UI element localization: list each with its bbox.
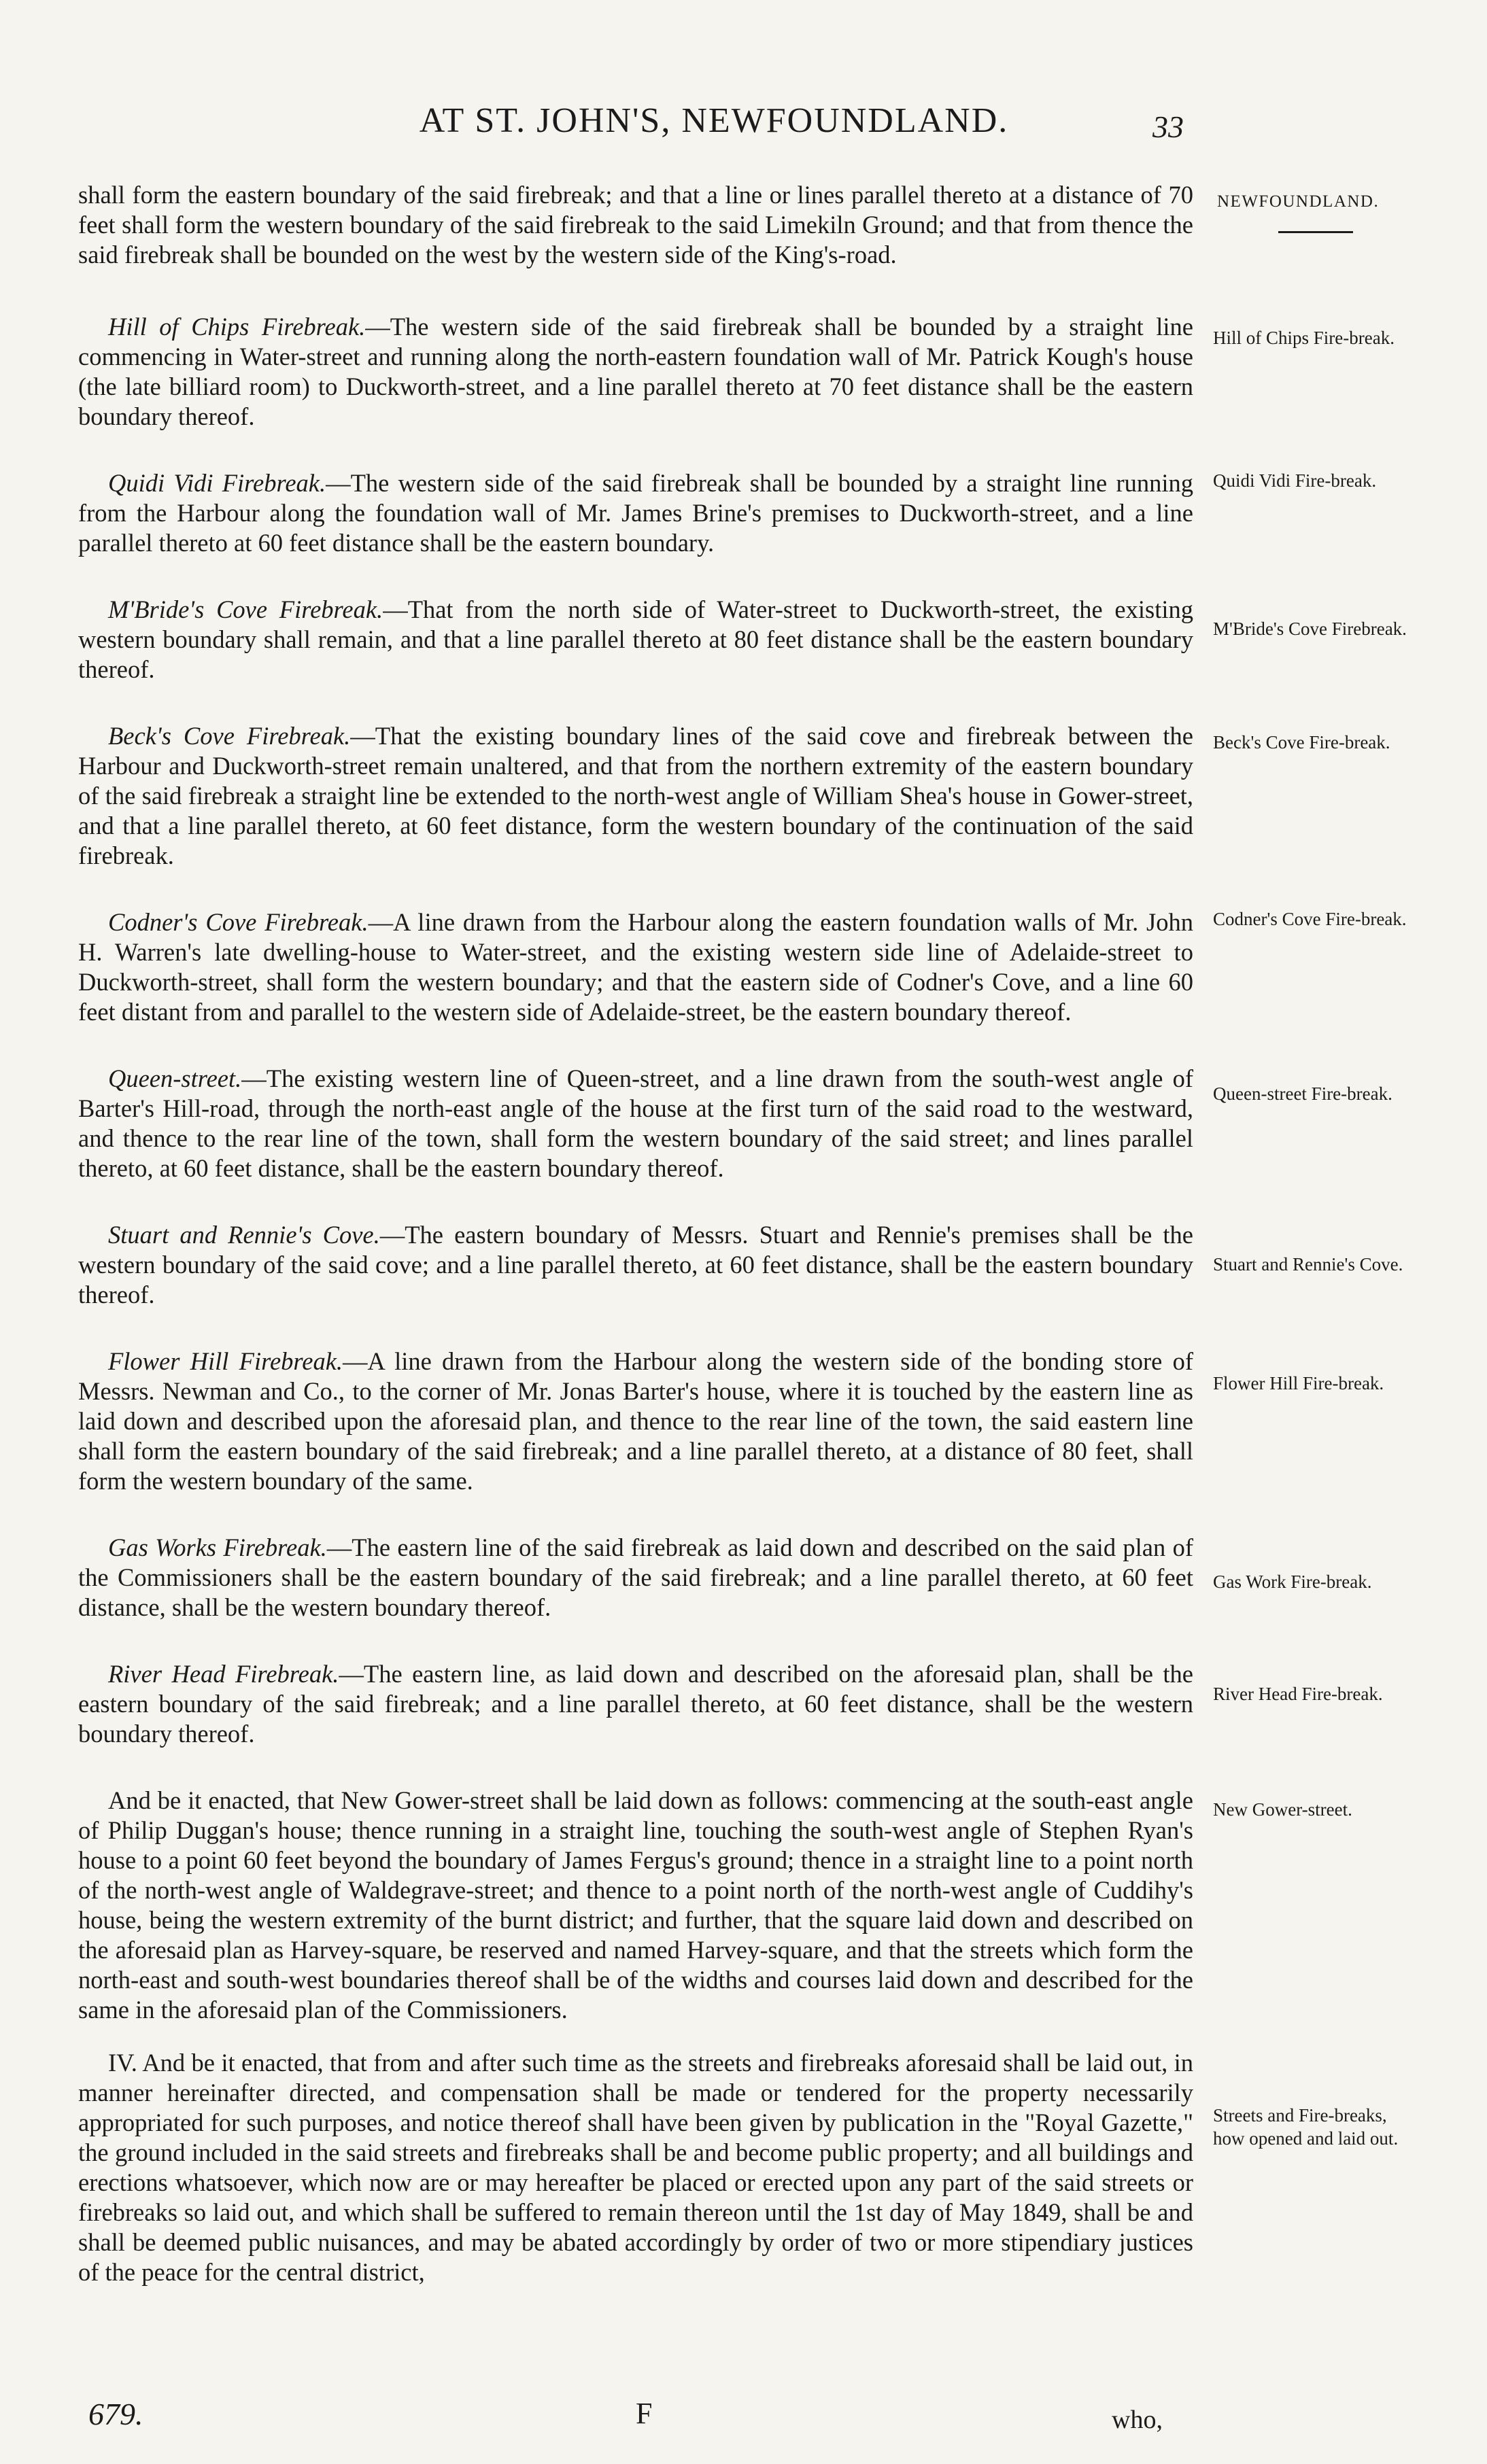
paragraph-new-gower-street: And be it enacted, that New Gower-street shall be laid down as follows: commencing at the south-east angle of Philip Duggan's house; thence running in a straight line, touching the south-west angle of Stephen Ryan's house to a point 60 feet beyond the boundary of James Fergus's ground; thence in a straight line to a point north of the north-west angle of Waldegrave-street; and thence to a point north of the north-west angle of Cuddihy's house, being the western extremity of the burnt district; and further, that the square laid down and described on the aforesaid plan as Harvey-square, be reserved and named Harvey-square, and that the streets which form the north-east and south-west boundaries thereof shall be of the widths and courses laid down and described for the same in the aforesaid plan of the Commissioners.	[78, 1786, 1193, 2024]
running-head: AT ST. JOHN'S, NEWFOUNDLAND.	[419, 101, 1009, 140]
margin-note-flower-hill: Flower Hill Fire-break.	[1213, 1373, 1384, 1393]
paragraph-mbrides-cove	[78, 595, 1193, 684]
paragraph-text: —A line drawn from the Harbour along the eastern foundation walls of Mr. John H. Warren's late dwelling-house to Water-street, and the existing western side line of Adelaide-street to Duckworth-street, shall form the western boundary; and that the eastern side of Codner's Cove, and a line 60 feet distant from and parallel to the western side of Adelaide-street, be the eastern boundary thereof.	[78, 908, 1194, 1026]
margin-note-queen-street: Queen-street Fire-break.	[1213, 1083, 1392, 1104]
paragraph-lead: Queen-street.	[108, 1064, 242, 1092]
paragraph-gas-works	[78, 1533, 1193, 1623]
paragraph-stuart-rennie	[78, 1220, 1193, 1310]
margin-note-streets-opened: Streets and Fire-breaks, how opened and laid out.	[1213, 2105, 1399, 2149]
margin-note-newfoundland: NEWFOUNDLAND.	[1217, 192, 1380, 211]
paragraph-lead: River Head Firebreak.	[108, 1660, 339, 1688]
paragraph-section-iv: IV. And be it enacted, that from and after such time as the streets and firebreaks aforesaid shall be laid out, in manner hereinafter directed, and compensation shall be made or tendered for the property necessarily appropriated for such purposes, and notice thereof shall have been given by publication in the "Royal Gazette," the ground included in the said streets and firebreaks shall be and become public property; and all buildings and erections whatsoever, which now are or may hereafter be placed or erected upon any part of the said streets or firebreaks so laid out, and which shall be suffered to remain thereon until the 1st day of May 1849, shall be and shall be deemed public nuisances, and may be abated accordingly by order of two or more stipendiary justices of the peace for the central district,	[78, 2049, 1193, 2286]
margin-note-becks: Beck's Cove Fire-break.	[1213, 732, 1390, 752]
paragraph-text: —The eastern line, as laid down and described on the aforesaid plan, shall be the eastern boundary of the said firebreak; and a line parallel thereto, at 60 feet distance, shall be the western boundary thereof.	[78, 1660, 1193, 1748]
paragraph-queen-street	[78, 1064, 1193, 1183]
page-number: 33	[1152, 109, 1184, 144]
paragraph-text: —The eastern boundary of Messrs. Stuart and Rennie's premises shall be the western boundary of the said cove; and a line parallel thereto, at 60 feet distance, shall be the eastern boundary thereof.	[78, 1221, 1193, 1308]
signature-letter: F	[636, 2397, 653, 2430]
paragraph-lead: Quidi Vidi Firebreak.	[108, 469, 326, 497]
paragraph-lead: Stuart and Rennie's Cove.	[108, 1221, 380, 1249]
margin-note-stuart-rennie: Stuart and Rennie's Cove.	[1213, 1254, 1403, 1274]
paragraph-hill-of-chips	[78, 312, 1193, 432]
paragraph-text: —The eastern line of the said firebreak as laid down and described on the said plan of the Commissioners shall be the eastern boundary of the said firebreak; and a line parallel thereto, at 60 feet distance, shall be the western boundary thereof.	[78, 1533, 1193, 1621]
body-text	[78, 180, 1193, 2310]
margin-note-hill-of-chips: Hill of Chips Fire-break.	[1213, 328, 1395, 348]
paragraph-text: —The western side of the said firebreak shall be bounded by a straight line commencing in Water-street and running along the north-eastern foundation wall of Mr. Patrick Kough's house (the late billiard room) to Duckworth-street, and a line parallel thereto at 70 feet distance shall be the eastern boundary thereof.	[78, 313, 1193, 430]
margin-note-mbrides: M'Bride's Cove Firebreak.	[1213, 619, 1407, 639]
signature-number: 679.	[88, 2397, 143, 2431]
paragraph-text: —A line drawn from the Harbour along the western side of the bonding store of Messrs. Newman and Co., to the corner of Mr. Jonas Barter's house, where it is touched by the eastern line as laid down and described upon the aforesaid plan, and thence to the rear line of the town, the said eastern line shall form the eastern boundary of the said firebreak; and a line parallel thereto, at a distance of 80 feet, shall form the western boundary of the same.	[78, 1347, 1193, 1495]
paragraph-flower-hill	[78, 1347, 1193, 1496]
paragraph-lead: Gas Works Firebreak.	[108, 1533, 327, 1561]
paragraph-lead: Flower Hill Firebreak.	[108, 1347, 343, 1375]
paragraph-text: —That from the north side of Water-street to Duckworth-street, the existing western boundary shall remain, and that a line parallel thereto at 80 feet distance shall be the eastern boundary thereof.	[78, 595, 1194, 683]
paragraph-becks-cove	[78, 721, 1193, 871]
margin-note-gas-works: Gas Work Fire-break.	[1213, 1572, 1372, 1592]
margin-rule	[1278, 231, 1353, 233]
paragraph-text: —The western side of the said firebreak shall be bounded by a straight line running from the Harbour along the foundation wall of Mr. James Brine's premises to Duckworth-street, and a line parallel thereto at 60 feet distance shall be the eastern boundary.	[78, 469, 1193, 557]
paragraph-continuation: shall form the eastern boundary of the said firebreak; and that a line or lines parallel thereto at a distance of 70 feet shall form the western boundary of the said firebreak to the said Limekiln Ground; and that from thence the said firebreak shall be bounded on the west by the western side of the King's-road.	[78, 181, 1193, 268]
catchword: who,	[1112, 2406, 1163, 2434]
margin-note-river-head: River Head Fire-break.	[1213, 1684, 1383, 1704]
paragraph-text: —The existing western line of Queen-street, and a line drawn from the south-west angle of Barter's Hill-road, through the north-east angle of the house at the first turn of the said road to the westward, and thence to the rear line of the town, shall form the western boundary of the said street; and lines parallel thereto, at 60 feet distance, shall be the eastern boundary thereof.	[78, 1064, 1193, 1182]
paragraph-lead: Codner's Cove Firebreak.	[108, 908, 369, 936]
paragraph-quidi-vidi	[78, 468, 1193, 558]
margin-note-codners: Codner's Cove Fire-break.	[1213, 909, 1407, 929]
paragraph-lead: Hill of Chips Firebreak.	[108, 313, 366, 341]
paragraph-lead: M'Bride's Cove Firebreak.	[108, 595, 383, 623]
paragraph-lead: Beck's Cove Firebreak.	[108, 722, 351, 750]
margin-note-quidi-vidi: Quidi Vidi Fire-break.	[1213, 470, 1377, 491]
margin-note-new-gower: New Gower-street.	[1213, 1799, 1352, 1820]
paragraph-codners-cove	[78, 907, 1193, 1027]
paragraph-river-head	[78, 1659, 1193, 1749]
paragraph-text: —That the existing boundary lines of the said cove and firebreak between the Harbour and Duckworth-street remain unaltered, and that from the northern extremity of the eastern boundary of the said firebreak a straight line be extended to the north-west angle of William Shea's house in Gower-street, and that a line parallel thereto, at 60 feet distance, form the western boundary of the continuation of the said firebreak.	[78, 722, 1193, 869]
